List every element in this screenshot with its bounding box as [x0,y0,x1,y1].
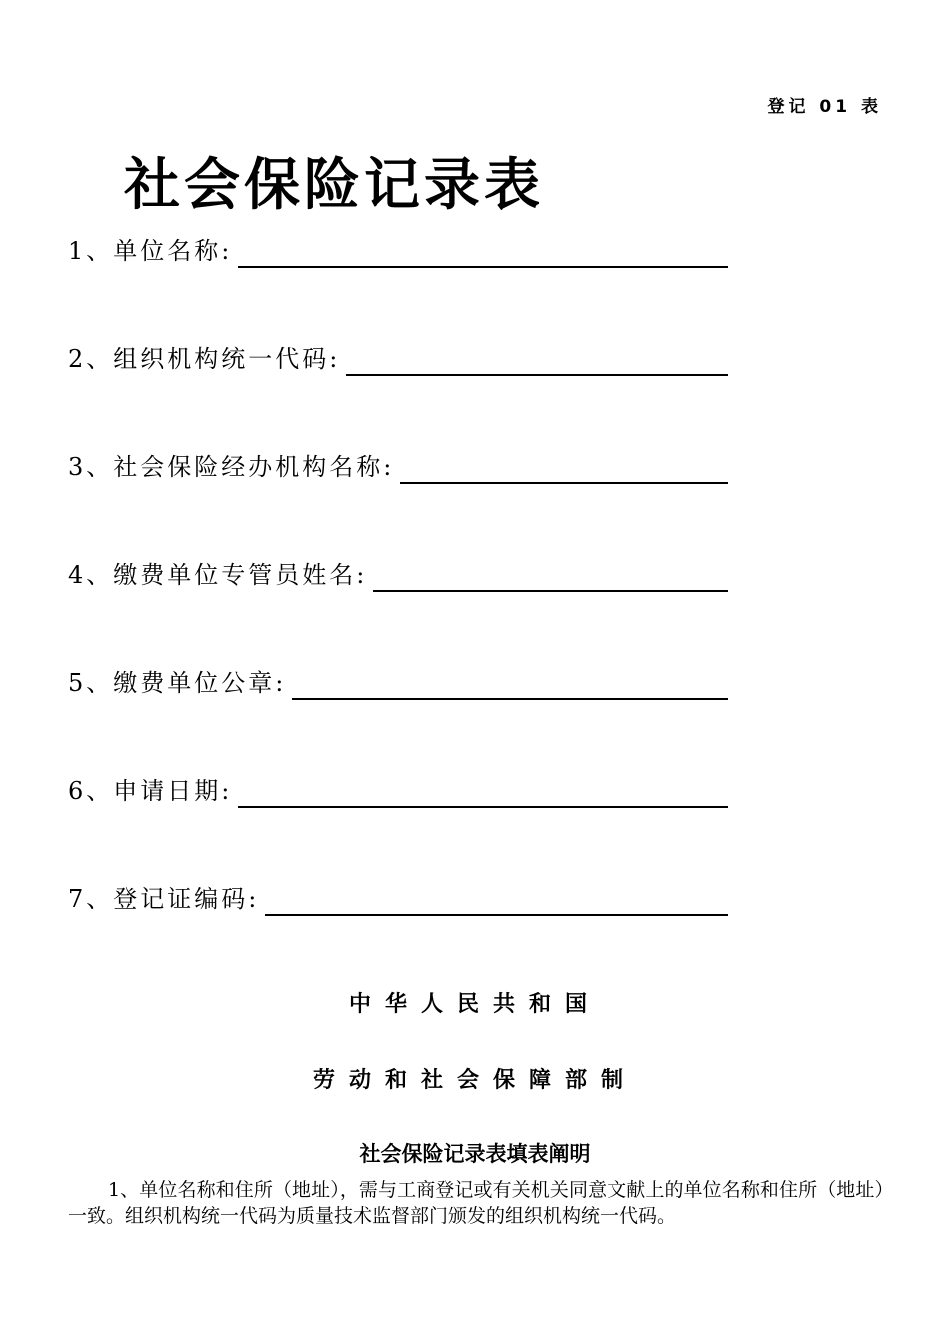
unit-name-blank-line[interactable] [238,236,728,268]
application-date-blank-line[interactable] [238,776,728,808]
registration-number-blank-line[interactable] [265,884,728,916]
field-registration-number [68,876,728,916]
notes-title: 社会保险记录表填表阐明 [359,1142,591,1166]
field-label: 6、申请日期: [68,777,233,805]
field-label: 1、单位名称: [68,237,233,265]
field-label: 2、组织机构统一代码: [68,345,341,373]
issuer-country: 中华人民共和国 [348,992,601,1017]
org-code-blank-line[interactable] [346,344,728,376]
form-code: 登记 01 表 [767,97,882,117]
field-unit-name [68,228,728,268]
issuer-ministry: 劳动和社会保障部制 [312,1068,637,1093]
agency-name-blank-line[interactable] [400,452,728,484]
notes-paragraph: 1、单位名称和住所（地址），需与工商登记或有关机关同意文献上的单位名称和住所（地址）一致。组织机构统一代码为质量技术监督部门颁发的组织机构统一代码。 [68,1179,884,1227]
field-org-code [68,336,728,376]
field-label: 7、登记证编码: [68,885,260,913]
contact-name-blank-line[interactable] [373,560,728,592]
field-agency-name [68,444,728,484]
field-contact-name [68,552,728,592]
field-label: 5、缴费单位公章: [68,669,287,697]
page-title: 社会保险记录表 [124,153,544,218]
field-label: 3、社会保险经办机构名称: [68,453,395,481]
official-seal-blank-line[interactable] [292,668,728,700]
field-official-seal [68,660,728,700]
field-label: 4、缴费单位专管员姓名: [68,561,368,589]
field-application-date [68,768,728,808]
